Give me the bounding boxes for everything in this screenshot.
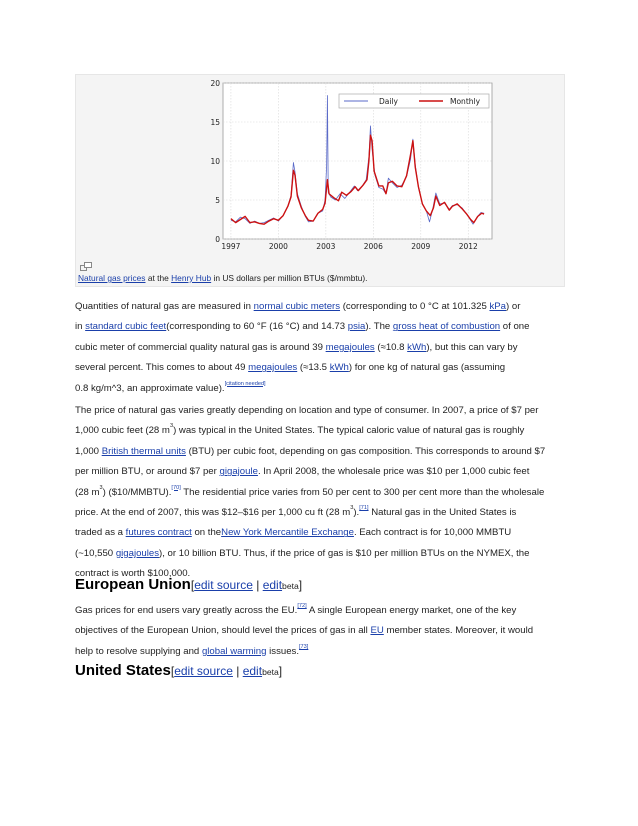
text-line: contract is worth $100,000.	[75, 568, 191, 580]
edit-links: [edit source | editbeta]	[190, 578, 303, 592]
psia-link[interactable]: psia	[347, 321, 366, 333]
natural-gas-prices-link[interactable]: Natural gas prices	[78, 273, 146, 283]
henry-hub-link[interactable]: Henry Hub	[171, 273, 212, 283]
text-line: price. At the end of 2007, this was $12–$16 per 1,000 cu ft (28 $m^3).[71]$ Natural gas in the United States is	[75, 505, 517, 519]
citation-needed-link[interactable]: [citation needed]	[224, 380, 266, 387]
text-line: per million BTU, or around $7 per gigajoule. In April 2008, the wholesale price was $10 per 1,000 cubic feet	[75, 466, 530, 478]
text-line: traded as a futures contract on theNew York Mercantile Exchange. Each contract is for 10,000 MMBTU	[75, 527, 512, 539]
kwh-link[interactable]: kWh	[407, 341, 427, 353]
y-tick-label: 0	[215, 235, 220, 244]
megajoules-link[interactable]: megajoules	[248, 362, 298, 374]
futures-contract-link[interactable]: futures contract	[125, 527, 192, 539]
x-tick-label: 2000	[268, 242, 288, 251]
normal-cubic-meters-link[interactable]: normal cubic meters	[253, 301, 341, 312]
text-line: (~10,550 gigajoules), or 10 billion BTU. Thus, if the price of gas is $10 per million BTUs on the NYMEX, the	[75, 547, 530, 559]
caption-text: at the	[145, 273, 172, 283]
citation-73-link[interactable]: [73]	[299, 643, 309, 650]
x-tick-label: 1997	[221, 242, 241, 251]
chart-legend	[339, 94, 489, 108]
edit-link[interactable]: edit	[262, 578, 283, 592]
gross-heat-of-combustion-link[interactable]: gross heat of combustion	[392, 321, 501, 333]
y-tick-label: 15	[210, 118, 220, 127]
heading-united-states	[75, 662, 282, 679]
british-thermal-units-link[interactable]: British thermal units	[101, 445, 186, 457]
citation-70-link[interactable]: [70]	[171, 484, 181, 491]
legend-daily-label: Daily	[379, 97, 398, 106]
text-line: The price of natural gas varies greatly depending on location and type of consumer. In 2007, a price of $7 per	[75, 405, 539, 416]
text-line: 0.8 kg/m^3, an approximate value).[citation needed]	[75, 380, 266, 394]
figure-caption	[78, 273, 368, 283]
heading-title: European Union	[75, 576, 191, 593]
paragraph-price	[75, 401, 575, 585]
text-line: 1,000 British thermal units (BTU) per cubic foot, depending on gas composition. This corresponds to around $7	[75, 445, 546, 457]
heading-title: United States	[75, 662, 171, 679]
global-warming-link[interactable]: global warming	[201, 645, 267, 657]
caption-text: in US dollars per million BTUs ($/mmbtu).	[211, 273, 368, 283]
text-line: in standard cubic feet(corresponding to 60 °F (16 °C) and 14.73 psia). The gross heat of combustion of one	[75, 321, 530, 333]
text-line: Gas prices for end users vary greatly across the EU.[72] A single European energy market, one of the key	[75, 603, 517, 616]
eu-link[interactable]: EU	[370, 625, 384, 637]
citation-71-link[interactable]: [71]	[359, 505, 369, 512]
beta-label: beta	[262, 667, 279, 677]
edit-source-link[interactable]: edit source	[174, 664, 233, 678]
edit-source-link[interactable]: edit source	[194, 578, 253, 592]
kwh-link[interactable]: kWh	[329, 362, 349, 374]
nymex-link[interactable]: New York Mercantile Exchange	[221, 527, 354, 539]
megajoules-link[interactable]: megajoules	[325, 341, 375, 353]
gigajoule-link[interactable]: gigajoule	[219, 466, 258, 478]
paragraph-eu	[75, 601, 575, 662]
citation-72-link[interactable]: [72]	[297, 603, 307, 609]
text-line: (28 $m^3$) ($10/MMBTU).[70] The residential price varies from 50 per cent to 300 per cent more than the wholesale	[75, 484, 545, 498]
figure-box	[75, 74, 565, 287]
legend-monthly-label: Monthly	[450, 97, 481, 106]
kpa-link[interactable]: kPa	[489, 301, 507, 312]
text-line: several percent. This comes to about 49 megajoules (≈13.5 kWh) for one kg of natural gas (assuming	[75, 362, 506, 374]
price-chart	[203, 77, 498, 255]
x-tick-label: 2009	[411, 242, 431, 251]
text-line: cubic meter of commercial quality natural gas is around 39 megajoules (≈10.8 kWh), but this can vary by	[75, 341, 518, 353]
beta-label: beta	[282, 581, 299, 591]
y-tick-label: 5	[215, 196, 220, 205]
text-line: 1,000 cubic feet (28 $m^3$) was typical in the United States. The typical caloric value of natural gas is roughly	[75, 423, 525, 437]
enlarge-icon[interactable]	[80, 262, 92, 271]
gigajoules-link[interactable]: gigajoules	[115, 547, 160, 559]
y-tick-label: 20	[210, 79, 220, 88]
y-tick-label: 10	[210, 157, 220, 166]
edit-link[interactable]: edit	[242, 664, 263, 678]
heading-european-union	[75, 576, 302, 593]
text-line: help to resolve supplying and global warming issues.[73]	[75, 643, 309, 657]
edit-links: [edit source | editbeta]	[170, 664, 283, 678]
x-tick-label: 2006	[363, 242, 383, 251]
text-line: Quantities of natural gas are measured in normal cubic meters (corresponding to 0 °C at 101.325 kPa) or	[75, 301, 521, 312]
paragraph-measurement	[75, 297, 575, 399]
standard-cubic-feet-link[interactable]: standard cubic feet	[85, 321, 167, 333]
x-tick-label: 2012	[458, 242, 478, 251]
text-line: objectives of the European Union, should level the prices of gas in all EU member states. Moreover, it would	[75, 625, 534, 637]
x-tick-label: 2003	[316, 242, 336, 251]
